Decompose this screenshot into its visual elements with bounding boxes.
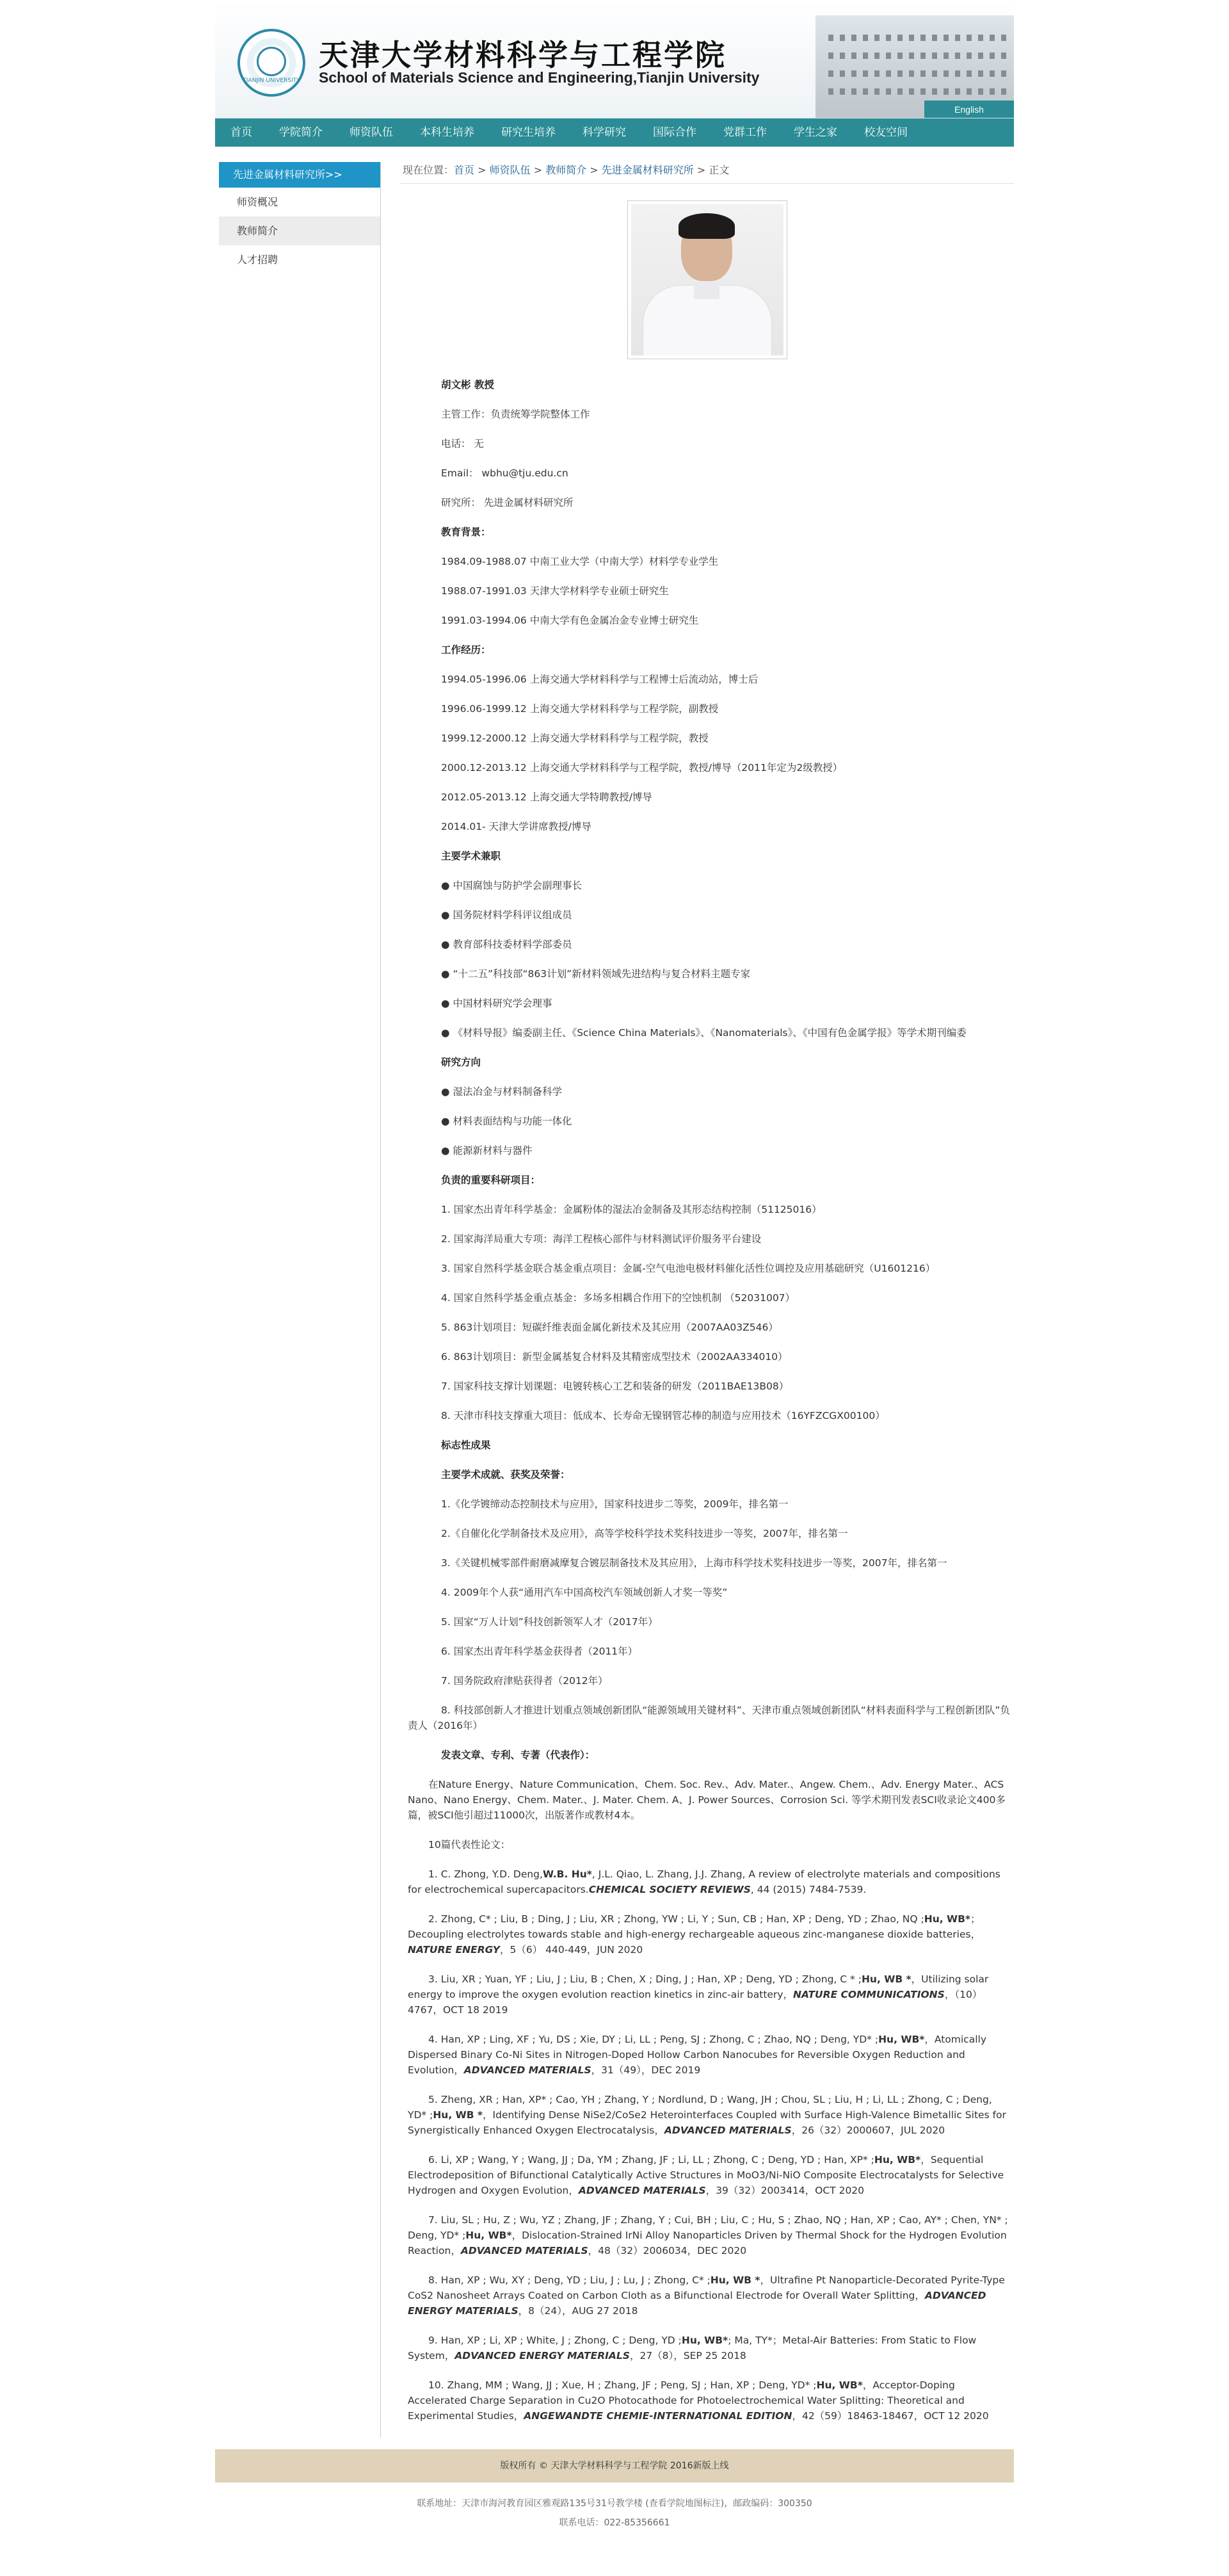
site-header: [215, 0, 1014, 118]
work-item: 1999.12-2000.12 上海交通大学材料科学与工程学院，教授: [441, 733, 709, 744]
sidebar: [215, 162, 381, 2438]
profile-photo: [627, 200, 787, 359]
position-item: ● 国务院材料学科评议组成员: [441, 909, 572, 921]
publication-item: 3. Liu, XR ; Yuan, YF ; Liu, J ; Liu, B ; Chen, X ; Ding, J ; Han, XP ; Deng, YD ; Zhong, C * ;Hu, WB *，Utilizing solar energy to improve the oxygen evolution reaction kinetics in zinc-air battery，NATURE COMMUNICATIONS，（10）4767，OCT 18 2019: [408, 1973, 989, 2016]
nav-graduate[interactable]: 研究生培养: [501, 126, 556, 139]
nav-faculty[interactable]: 师资队伍: [349, 126, 393, 139]
award-item: 1.《化学镀缔动态控制技术与应用》，国家科技进步二等奖，2009年，排名第一: [441, 1498, 789, 1510]
profile-text: [400, 359, 1014, 2424]
projects-title: 负责的重要科研项目：: [441, 1174, 541, 1186]
university-logo[interactable]: [237, 29, 305, 97]
footer-phone: 联系电话：022-85356661: [559, 2518, 670, 2528]
publication-item: 2. Zhong, C* ; Liu, B ; Ding, J ; Liu, XR ; Zhong, YW ; Li, Y ; Sun, CB ; Han, XP ; Deng, YD ; Zhao, NQ ;Hu, WB*；Decoupling electrolytes towards stable and high-energy rechargeable aqueous zinc-manganese dioxide batteries，NATURE ENERGY，5（6） 440-449，JUN 2020: [408, 1913, 981, 1956]
work-item: 1996.06-1999.12 上海交通大学材料科学与工程学院，副教授: [441, 703, 719, 715]
education-title: 教育背景：: [441, 526, 491, 538]
footer-copyright: 版权所有 © 天津大学材料科学与工程学院 2016新版上线: [215, 2449, 1014, 2483]
footer-address[interactable]: 联系地址：天津市海河教育园区雅观路135号31号教学楼 (查看学院地图标注)，邮政编码：300350: [417, 2499, 812, 2509]
awards-title: 主要学术成就、获奖及荣誉：: [441, 1469, 570, 1480]
nav-international[interactable]: 国际合作: [653, 126, 696, 139]
breadcrumb-sep: >: [693, 164, 709, 176]
work-item: 2000.12-2013.12 上海交通大学材料科学与工程学院，教授/博导（2011年定为2级教授）: [441, 762, 843, 774]
sidebar-title[interactable]: 先进金属材料研究所>>: [219, 162, 380, 188]
breadcrumb-sep: >: [474, 164, 490, 176]
logo-emblem-icon: [257, 47, 286, 76]
english-link[interactable]: English: [924, 101, 1014, 118]
profile-name: 胡文彬 教授: [441, 379, 494, 391]
award-item: 3.《关键机械零部件耐磨减摩复合镀层制备技术及其应用》，上海市科学技术奖科技进步一等奖，2007年，排名第一: [441, 1557, 947, 1569]
publication-item: 6. Li, XP ; Wang, Y ; Wang, JJ ; Da, YM ; Zhang, JF ; Li, LL ; Zhong, C ; Deng, YD ; Han, XP* ;Hu, WB*，Sequential Electrodeposition of Bifunctional Catalytically Active Structures in MoO3/Ni-NiO Composite Electrocatalysts for Selective Hydrogen and Oxygen Evolution，ADVANCED MATERIALS，39（32）2003414，OCT 2020: [408, 2154, 1004, 2196]
profile-institute: 研究所： 先进金属材料研究所: [441, 497, 574, 508]
publications-title: 发表文章、专利、专著（代表作）：: [441, 1749, 595, 1761]
education-item: 1984.09-1988.07 中南工业大学（中南大学）材料学专业学生: [441, 556, 719, 567]
project-item: 6. 863计划项目：新型金属基复合材料及其精密成型技术（2002AA334010）: [441, 1351, 788, 1363]
main-nav: [215, 118, 1014, 147]
education-item: 1988.07-1991.03 天津大学材料学专业硕士研究生: [441, 585, 669, 597]
work-item: 2012.05-2013.12 上海交通大学特聘教授/博导: [441, 791, 652, 803]
award-item: 7. 国务院政府津贴获得者（2012年）: [441, 1675, 608, 1687]
breadcrumb-institute[interactable]: 先进金属材料研究所: [601, 164, 694, 176]
achievements-title: 标志性成果: [441, 1439, 491, 1451]
work-item: 2014.01- 天津大学讲席教授/博导: [441, 821, 591, 832]
publication-item: 9. Han, XP ; Li, XP ; White, J ; Zhong, C ; Deng, YD ;Hu, WB*; Ma, TY*；Metal-Air Batteries: From Static to Flow System，ADVANCED ENERGY MATERIALS，27（8），SEP 25 2018: [408, 2335, 977, 2361]
nav-alumni[interactable]: 校友空间: [864, 126, 908, 139]
publication-item: 1. C. Zhong, Y.D. Deng,W.B. Hu*, J.L. Qiao, L. Zhang, J.J. Zhang, A review of electrolyte materials and compositions for electrochemical supercapacitors.CHEMICAL SOCIETY REVIEWS, 44 (2015) 7484-7539.: [408, 1868, 1000, 1895]
project-item: 4. 国家自然科学基金重点基金：多场多相耦合作用下的空蚀机制 （52031007）: [441, 1292, 796, 1304]
sidebar-item-recruitment[interactable]: 人才招聘: [237, 254, 278, 266]
award-item: 4. 2009年个人获“通用汽车中国高校汽车领域创新人才奖一等奖”: [441, 1587, 728, 1598]
position-item: ● 教育部科技委材料学部委员: [441, 939, 572, 950]
publication-item: 10. Zhang, MM ; Wang, JJ ; Xue, H ; Zhang, JF ; Peng, SJ ; Han, XP ; Deng, YD* ;Hu, WB*，Acceptor-Doping Accelerated Charge Separation in Cu2O Photocathode for Photoelectrochemical Water Splitting: Theoretical and Experimental Studies，ANGEWANDTE CHEMIE-INTERNATIONAL EDITION，42（59）18463-18467，OCT 12 2020: [408, 2379, 989, 2422]
project-item: 3. 国家自然科学基金联合基金重点项目：金属-空气电池电极材料催化活性位调控及应用基础研究（U1601216）: [441, 1263, 936, 1274]
award-item: 8. 科技部创新人才推进计划重点领域创新团队“能源领域用关键材料”、天津市重点领域创新团队“材料表面科学与工程创新团队”负责人（2016年）: [408, 1705, 1010, 1731]
work-title: 工作经历：: [441, 644, 491, 656]
profile-duty: 主管工作：负责统筹学院整体工作: [441, 409, 590, 420]
breadcrumb-sep: >: [530, 164, 546, 176]
school-name-en: School of Materials Science and Engineering,Tianjin University: [319, 69, 760, 86]
school-name-cn[interactable]: 天津大学材料科学与工程学院: [319, 38, 727, 72]
award-item: 6. 国家杰出青年科学基金获得者（2011年）: [441, 1646, 638, 1657]
breadcrumb-home[interactable]: 首页: [454, 164, 475, 176]
content-area: [381, 162, 1014, 2438]
sidebar-item-overview[interactable]: 师资概况: [237, 196, 278, 208]
publication-item: 7. Liu, SL ; Hu, Z ; Wu, YZ ; Zhang, JF ; Zhang, Y ; Cui, BH ; Liu, C ; Hu, S ; Zhao, NQ ; Han, XP ; Cao, AY* ; Chen, YN* ; Deng, YD* ;Hu, WB*，Dislocation-Strained IrNi Alloy Nanoparticles Driven by Thermal Shock for the Hydrogen Evolution Reaction，ADVANCED MATERIALS，48（32）2006034，DEC 2020: [408, 2214, 1008, 2256]
nav-about[interactable]: 学院简介: [279, 126, 323, 139]
positions-title: 主要学术兼职: [441, 850, 501, 862]
profile-phone: 电话： 无: [441, 438, 484, 450]
research-item: ● 能源新材料与器件: [441, 1145, 533, 1156]
breadcrumb-current: 正文: [709, 164, 730, 176]
breadcrumb-faculty[interactable]: 师资队伍: [489, 164, 531, 176]
publication-item: 8. Han, XP ; Wu, XY ; Deng, YD ; Liu, J ; Lu, J ; Zhong, C* ;Hu, WB *，Ultrafine Pt Nanoparticle-Decorated Pyrite-Type CoS2 Nanosheet Arrays Coated on Carbon Cloth as a Bifunctional Electrode for Overall Water Splitting，ADVANCED ENERGY MATERIALS，8（24），AUG 27 2018: [408, 2274, 1005, 2317]
page-wrapper: [215, 0, 1014, 2483]
position-item: ● 中国腐蚀与防护学会副理事长: [441, 880, 582, 891]
nav-undergrad[interactable]: 本科生培养: [420, 126, 474, 139]
profile-email[interactable]: Email： wbhu@tju.edu.cn: [441, 467, 568, 479]
position-item: ● “十二五”科技部“863计划”新材料领域先进结构与复合材料主题专家: [441, 968, 751, 980]
education-item: 1991.03-1994.06 中南大学有色金属冶金专业博士研究生: [441, 615, 699, 626]
nav-research[interactable]: 科学研究: [582, 126, 626, 139]
position-item: ● 中国材料研究学会理事: [441, 998, 552, 1009]
portrait-image: [631, 204, 783, 355]
project-item: 1. 国家杰出青年科学基金：金属粉体的湿法冶金制备及其形态结构控制（51125016）: [441, 1204, 822, 1215]
nav-home[interactable]: 首页: [230, 126, 252, 139]
logo-text: TIANJIN UNIVERSITY: [243, 77, 300, 84]
position-item: ● 《材料导报》编委副主任、《Science China Materials》、《Nanomaterials》、《中国有色金属学报》等学术期刊编委: [441, 1027, 967, 1039]
publication-list: [408, 1867, 1010, 2424]
publication-item: 5. Zheng, XR ; Han, XP* ; Cao, YH ; Zhang, Y ; Nordlund, D ; Wang, JH ; Chou, SL ; Liu, H ; Li, LL ; Zhong, C ; Deng, YD* ;Hu, WB *，Identifying Dense NiSe2/CoSe2 Heterointerfaces Coupled with Surface High-Valence Bimetallic Sites for Synergistically Enhanced Oxygen Electrocatalysis，ADVANCED MATERIALS，26（32）2000607，JUL 2020: [408, 2094, 1006, 2136]
research-item: ● 材料表面结构与功能一体化: [441, 1115, 572, 1127]
project-item: 7. 国家科技支撑计划课题：电镀转核心工艺和装备的研发（2011BAE13B08）: [441, 1381, 789, 1392]
award-item: 5. 国家“万人计划”科技创新领军人才（2017年）: [441, 1616, 658, 1628]
project-item: 8. 天津市科技支撑重大项目：低成本、长寿命无镍钢管芯棒的制造与应用技术（16YFZCGX00100）: [441, 1410, 885, 1422]
research-title: 研究方向: [441, 1057, 481, 1068]
breadcrumb-prefix: 现在位置：: [403, 164, 454, 176]
footer-info: [0, 2494, 1229, 2540]
nav-students[interactable]: 学生之家: [794, 126, 837, 139]
project-item: 5. 863计划项目：短碳纤维表面金属化新技术及其应用（2007AA03Z546）: [441, 1322, 778, 1333]
publication-item: 4. Han, XP ; Ling, XF ; Yu, DS ; Xie, DY ; Li, LL ; Peng, SJ ; Zhong, C ; Zhao, NQ ; Deng, YD* ;Hu, WB*，Atomically Dispersed Binary Co-Ni Sites in Nitrogen-Doped Hollow Carbon Nanocubes for Reversible Oxygen Reduction and Evolution，ADVANCED MATERIALS，31（49），DEC 2019: [408, 2034, 986, 2076]
main-area: [215, 162, 1014, 2438]
rep-papers-title: 10篇代表性论文：: [428, 1839, 511, 1851]
work-item: 1994.05-1996.06 上海交通大学材料科学与工程博士后流动站，博士后: [441, 674, 759, 685]
award-item: 2.《自催化化学制备技术及应用》，高等学校科学技术奖科技进步一等奖，2007年，排名第一: [441, 1528, 848, 1539]
nav-party[interactable]: 党群工作: [723, 126, 767, 139]
project-item: 2. 国家海洋局重大专项：海洋工程核心部件与材料测试评价服务平台建设: [441, 1233, 762, 1245]
breadcrumb-sep: >: [586, 164, 602, 176]
research-item: ● 湿法冶金与材料制备科学: [441, 1086, 562, 1098]
publications-summary: 在Nature Energy、Nature Communication、Chem. Soc. Rev.、Adv. Mater.、Angew. Chem.、Adv. Energy Mater.、ACS Nano、Nano Energy、Chem. Mater.、J. Mater. Chem. A、J. Power Sources、Corrosion Sci. 等学术期刊发表SCI收录论文400多篇，被SCI他引超过11000次，出版著作或教材4本。: [408, 1779, 1006, 1821]
breadcrumb-teachers[interactable]: 教师简介: [545, 164, 587, 176]
breadcrumb: [400, 162, 1014, 184]
sidebar-item-teachers[interactable]: 教师简介: [219, 216, 380, 245]
